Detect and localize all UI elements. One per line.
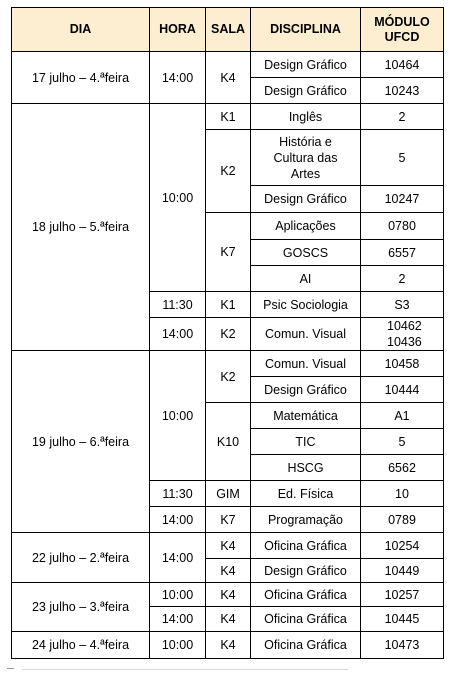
hora-cell: 14:00 — [150, 607, 206, 632]
day-cell: 18 julho – 5.ªfeira — [12, 104, 150, 351]
disciplina-cell: Design Gráfico — [251, 377, 361, 403]
table-row — [12, 52, 444, 78]
sala-cell: K4 — [206, 559, 251, 583]
sala-cell: K2 — [206, 130, 251, 213]
header-modulo-line2: UFCD — [384, 29, 420, 44]
disciplina-cell: Psic Sociologia — [251, 292, 361, 318]
sala-cell: K7 — [206, 507, 251, 533]
header-dia: DIA — [12, 8, 150, 52]
sala-cell: K10 — [206, 403, 251, 481]
hora-cell: 14:00 — [150, 318, 206, 351]
table-body — [12, 52, 444, 659]
disciplina-cell: Oficina Gráfica — [251, 607, 361, 632]
disciplina-cell: Design Gráfico — [251, 52, 361, 78]
sala-cell: K2 — [206, 351, 251, 403]
hora-cell: 14:00 — [150, 507, 206, 533]
modulo-cell: 6557 — [361, 240, 444, 266]
header-modulo — [361, 8, 444, 52]
disciplina-cell: Oficina Gráfica — [251, 533, 361, 559]
modulo-cell: 10445 — [361, 607, 444, 632]
modulo-cell: 2 — [361, 104, 444, 130]
disciplina-cell: Programação — [251, 507, 361, 533]
day-cell: 17 julho – 4.ªfeira — [12, 52, 150, 104]
modulo-cell: 5 — [361, 130, 444, 186]
modulo-cell: 10449 — [361, 559, 444, 583]
sala-cell: K4 — [206, 52, 251, 104]
day-cell: 19 julho – 6.ªfeira — [12, 351, 150, 533]
disciplina-cell: História e Cultura das Artes — [251, 130, 361, 186]
modulo-cell: 10462 10436 — [361, 318, 444, 351]
modulo-cell: 10243 — [361, 78, 444, 104]
disciplina-cell: Comun. Visual — [251, 318, 361, 351]
disciplina-cell: Aplicações — [251, 213, 361, 240]
disciplina-cell: Matemática — [251, 403, 361, 429]
modulo-cell: 10444 — [361, 377, 444, 403]
sala-cell: K4 — [206, 607, 251, 632]
modulo-cell: 0780 — [361, 213, 444, 240]
header-sala: SALA — [206, 8, 251, 52]
header-disciplina: DISCIPLINA — [251, 8, 361, 52]
modulo-cell: 10247 — [361, 186, 444, 213]
modulo-cell: 10464 — [361, 52, 444, 78]
hora-cell: 10:00 — [150, 632, 206, 659]
table-row — [12, 104, 444, 130]
modulo-cell: 10 — [361, 481, 444, 507]
hora-cell: 10:00 — [150, 351, 206, 481]
header-modulo-line1: MÓDULO — [374, 14, 430, 29]
hora-cell: 10:00 — [150, 104, 206, 292]
sala-cell: K2 — [206, 318, 251, 351]
header-row — [12, 8, 444, 52]
modulo-cell: 6562 — [361, 455, 444, 481]
day-cell: 23 julho – 3.ªfeira — [12, 583, 150, 632]
hora-cell: 10:00 — [150, 583, 206, 607]
modulo-cell: 10458 — [361, 351, 444, 377]
sala-cell: K1 — [206, 104, 251, 130]
table-row — [12, 583, 444, 607]
modulo-cell: 10254 — [361, 533, 444, 559]
sala-cell: K4 — [206, 583, 251, 607]
disciplina-cell: TIC — [251, 429, 361, 455]
hora-cell: 11:30 — [150, 481, 206, 507]
disciplina-cell: Oficina Gráfica — [251, 583, 361, 607]
disciplina-cell: Ed. Física — [251, 481, 361, 507]
header-hora: HORA — [150, 8, 206, 52]
modulo-cell: 10257 — [361, 583, 444, 607]
sala-cell: K1 — [206, 292, 251, 318]
disciplina-cell: Design Gráfico — [251, 78, 361, 104]
disciplina-cell: GOSCS — [251, 240, 361, 266]
hora-cell: 11:30 — [150, 292, 206, 318]
modulo-cell: 10473 — [361, 632, 444, 659]
modulo-cell: A1 — [361, 403, 444, 429]
disciplina-cell: AI — [251, 266, 361, 292]
table-row — [12, 632, 444, 659]
sala-cell: K7 — [206, 213, 251, 292]
table-row — [12, 533, 444, 559]
sala-cell: K4 — [206, 632, 251, 659]
modulo-cell: S3 — [361, 292, 444, 318]
schedule-table — [11, 7, 444, 659]
disciplina-cell: HSCG — [251, 455, 361, 481]
day-cell: 22 julho – 2.ªfeira — [12, 533, 150, 583]
disciplina-cell: Inglês — [251, 104, 361, 130]
table-row — [12, 351, 444, 377]
disciplina-cell: Design Gráfico — [251, 559, 361, 583]
hora-cell: 14:00 — [150, 533, 206, 583]
modulo-cell: 0789 — [361, 507, 444, 533]
table-header — [12, 8, 444, 52]
modulo-cell: 5 — [361, 429, 444, 455]
disciplina-cell: Oficina Gráfica — [251, 632, 361, 659]
hora-cell: 14:00 — [150, 52, 206, 104]
disciplina-cell: Design Gráfico — [251, 186, 361, 213]
page-corner-mark — [7, 668, 14, 672]
disciplina-cell: Comun. Visual — [251, 351, 361, 377]
sala-cell: GIM — [206, 481, 251, 507]
day-cell: 24 julho – 4.ªfeira — [12, 632, 150, 659]
sala-cell: K4 — [206, 533, 251, 559]
modulo-cell: 2 — [361, 266, 444, 292]
page-footer-line — [22, 669, 348, 670]
